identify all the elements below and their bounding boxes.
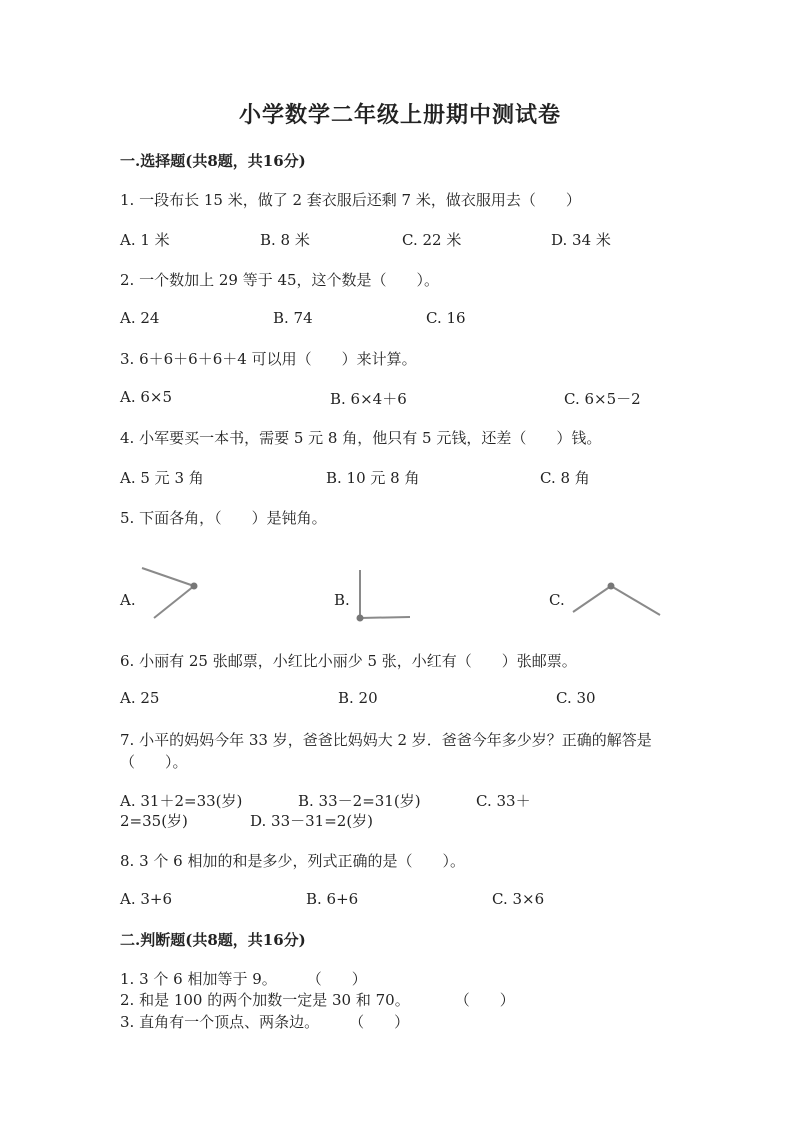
question-5-option-a: A. bbox=[120, 591, 136, 609]
question-7-stem-line2: （ ）。 bbox=[120, 753, 188, 771]
question-7-stem-line1: 7. 小平的妈妈今年 33 岁，爸爸比妈妈大 2 岁．爸爸今年多少岁？正确的解答是 bbox=[120, 731, 652, 749]
question-4-option-b: B. 10 元 8 角 bbox=[326, 469, 420, 487]
right-angle-figure bbox=[350, 560, 420, 630]
judge-item-3: 3. 直角有一个顶点、两条边。 （ ） bbox=[120, 1013, 410, 1031]
question-7-option-c-continued: 2=35(岁) bbox=[120, 812, 188, 830]
question-5-option-c: C. bbox=[549, 591, 565, 609]
question-6-stem: 6. 小丽有 25 张邮票，小红比小丽少 5 张，小红有（ ）张邮票。 bbox=[120, 652, 577, 670]
question-1-stem: 1. 一段布长 15 米，做了 2 套衣服后还剩 7 米，做衣服用去（ ） bbox=[120, 191, 581, 209]
section-judge-heading: 二.判断题(共8题，共16分) bbox=[120, 931, 306, 949]
question-3-option-a: A. 6×5 bbox=[120, 388, 173, 406]
question-1-option-b: B. 8 米 bbox=[260, 231, 310, 249]
judge-item-1: 1. 3 个 6 相加等于 9。 （ ） bbox=[120, 970, 367, 988]
question-5-option-b: B. bbox=[334, 591, 350, 609]
question-2-stem: 2. 一个数加上 29 等于 45，这个数是（ ）。 bbox=[120, 271, 440, 289]
question-4-option-a: A. 5 元 3 角 bbox=[120, 469, 204, 487]
question-1-option-a: A. 1 米 bbox=[120, 231, 170, 249]
question-3-option-b: B. 6×4＋6 bbox=[330, 390, 407, 408]
question-6-option-b: B. 20 bbox=[338, 689, 378, 707]
question-7-option-c: C. 33＋ bbox=[476, 792, 531, 810]
question-1-option-d: D. 34 米 bbox=[551, 231, 611, 249]
question-2-option-b: B. 74 bbox=[273, 309, 313, 327]
judge-item-2: 2. 和是 100 的两个加数一定是 30 和 70。 （ ） bbox=[120, 991, 515, 1009]
question-6-option-c: C. 30 bbox=[556, 689, 596, 707]
question-7-option-a: A. 31＋2=33(岁) bbox=[120, 792, 243, 810]
question-2-option-c: C. 16 bbox=[426, 309, 466, 327]
obtuse-angle-figure bbox=[565, 570, 665, 625]
question-3-stem: 3. 6＋6＋6＋6＋4 可以用（ ）来计算。 bbox=[120, 350, 417, 368]
question-6-option-a: A. 25 bbox=[120, 689, 160, 707]
acute-angle-figure bbox=[130, 560, 210, 630]
question-8-option-c: C. 3×6 bbox=[492, 890, 545, 908]
question-8-option-a: A. 3+6 bbox=[120, 890, 173, 908]
question-5-stem: 5. 下面各角，（ ）是钝角。 bbox=[120, 509, 327, 527]
question-1-option-c: C. 22 米 bbox=[402, 231, 462, 249]
question-8-option-b: B. 6+6 bbox=[306, 890, 359, 908]
question-8-stem: 8. 3 个 6 相加的和是多少，列式正确的是（ ）。 bbox=[120, 852, 465, 870]
question-2-option-a: A. 24 bbox=[120, 309, 160, 327]
question-7-option-b: B. 33－2=31(岁) bbox=[298, 792, 421, 810]
section-choice-heading: 一.选择题(共8题，共16分) bbox=[120, 152, 306, 170]
page-title: 小学数学二年级上册期中测试卷 bbox=[238, 102, 561, 128]
question-4-stem: 4. 小军要买一本书，需要 5 元 8 角，他只有 5 元钱，还差（ ）钱。 bbox=[120, 429, 602, 447]
question-7-option-d: D. 33－31=2(岁) bbox=[250, 812, 374, 830]
question-4-option-c: C. 8 角 bbox=[540, 469, 590, 487]
question-3-option-c: C. 6×5－2 bbox=[564, 390, 641, 408]
